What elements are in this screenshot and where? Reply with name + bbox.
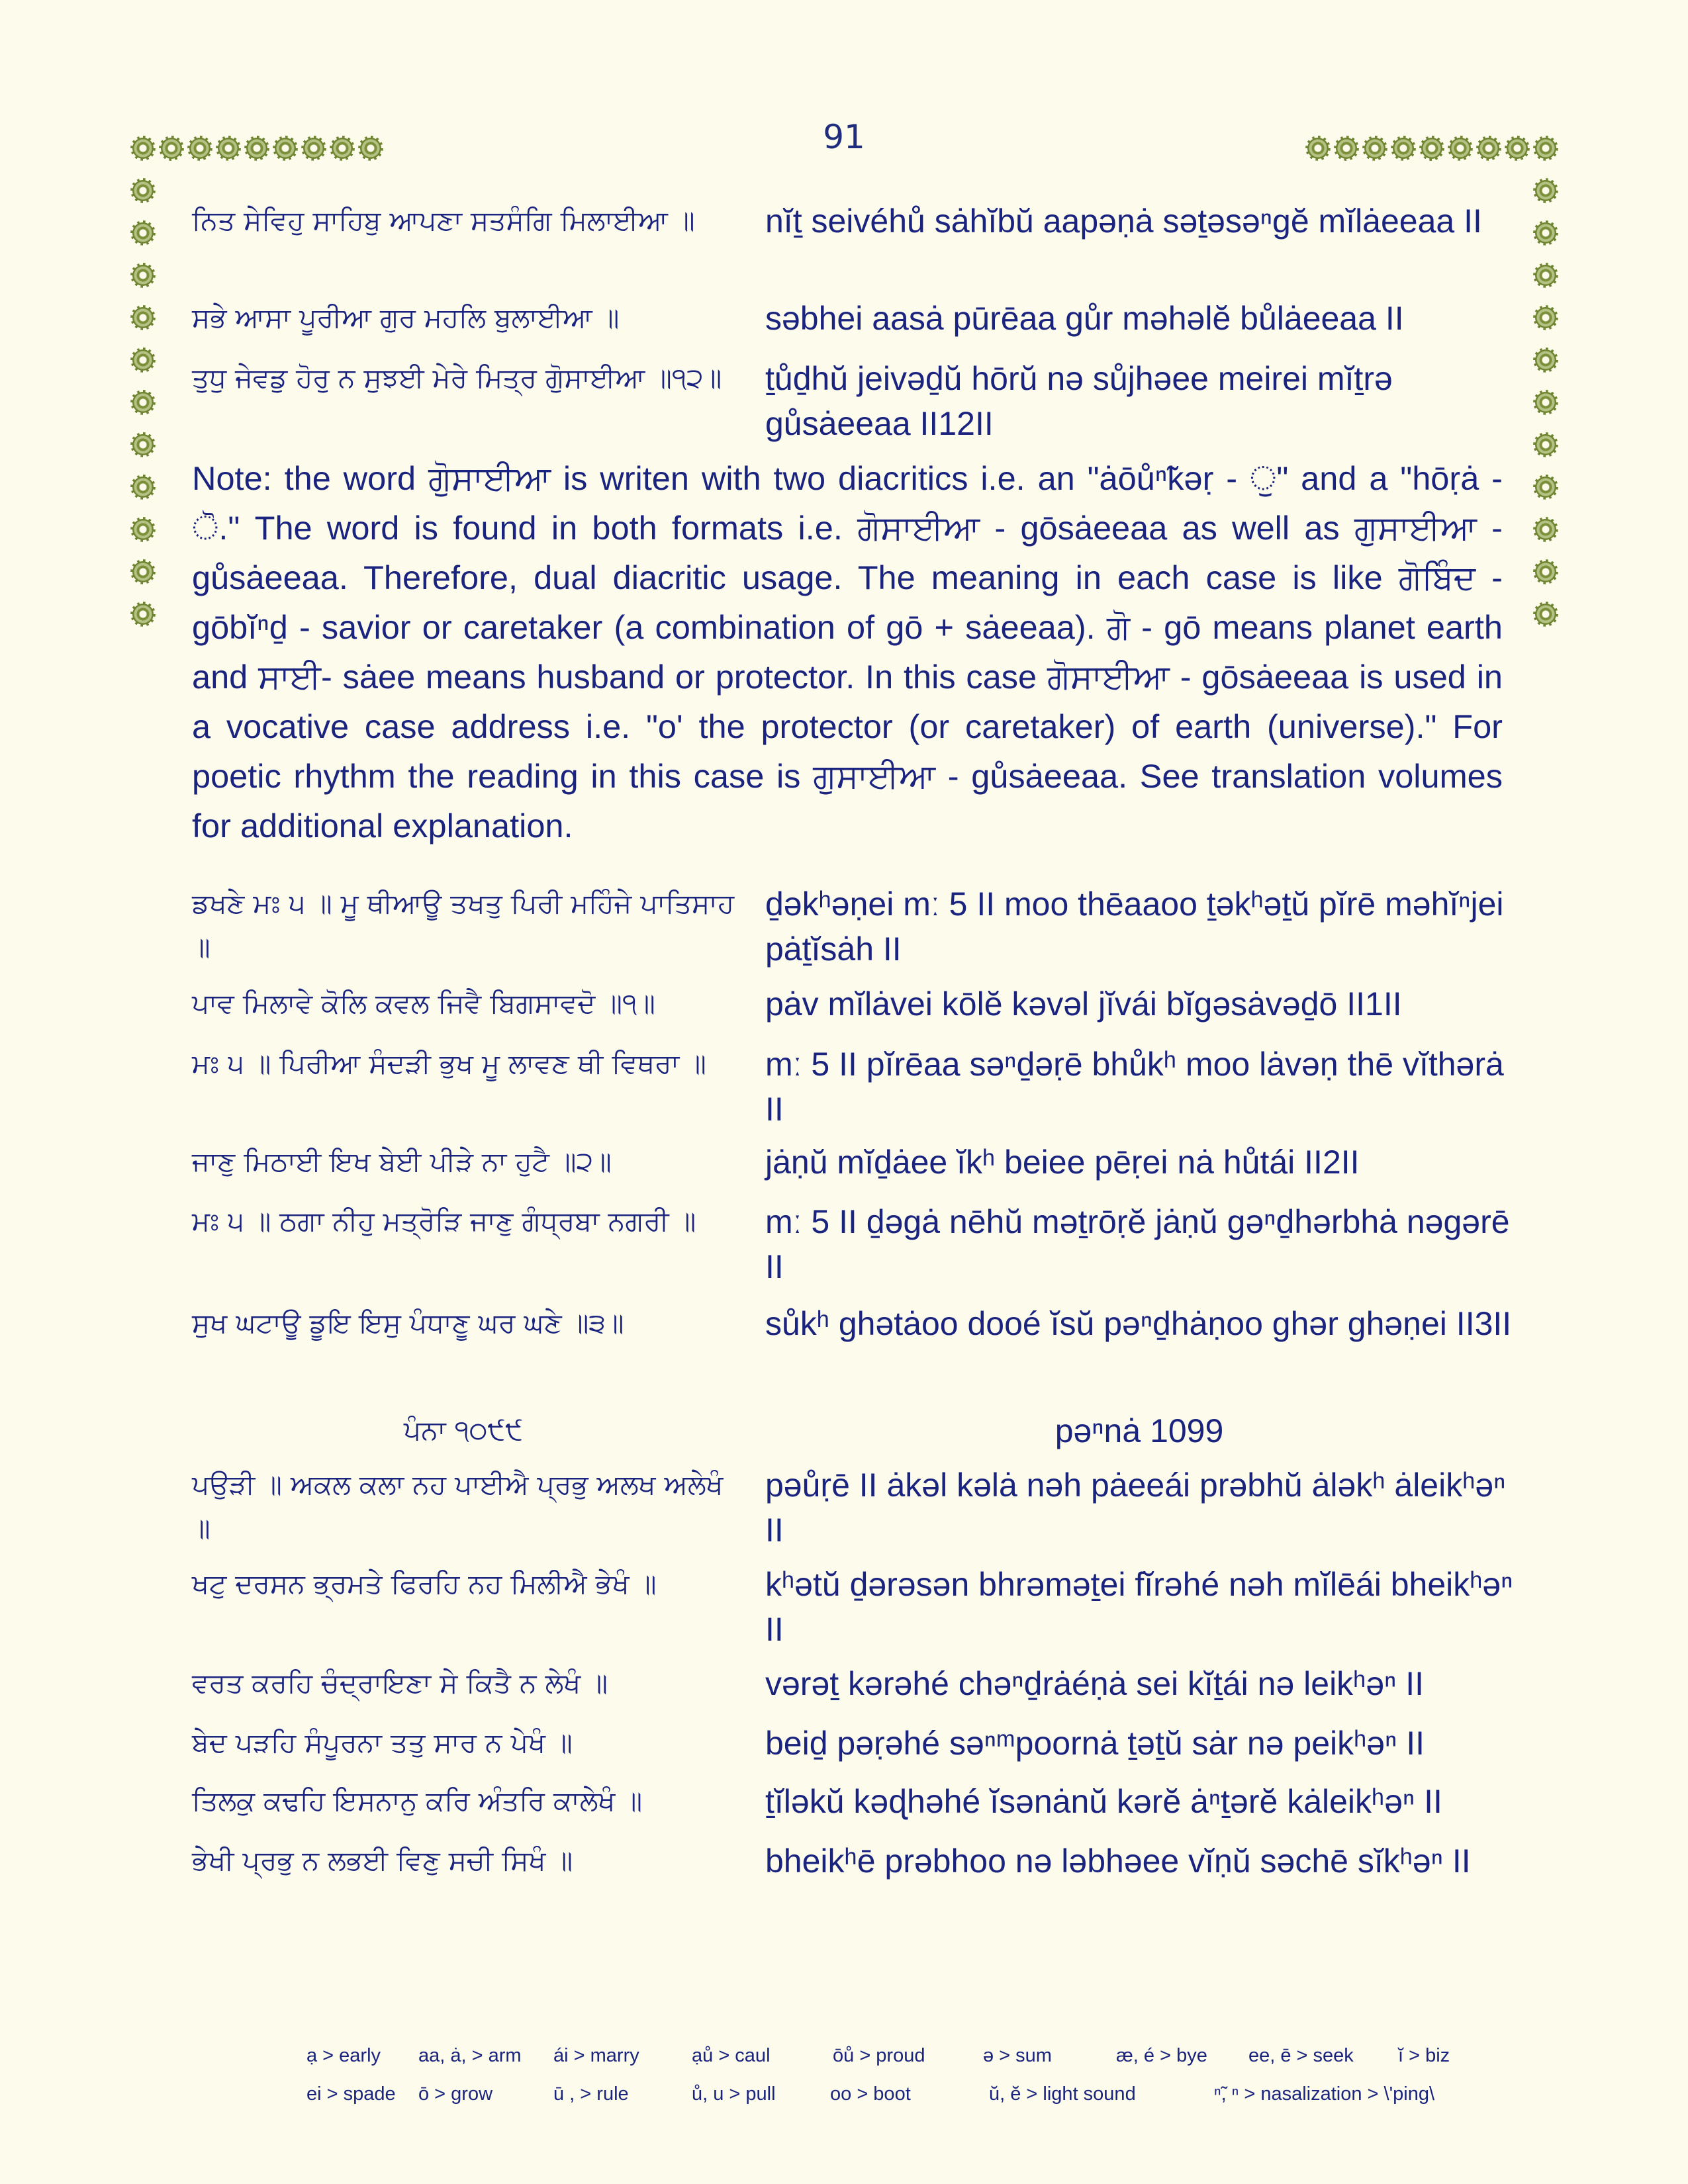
flower-ornament-icon (1393, 138, 1414, 159)
flower-ornament-icon (1336, 138, 1357, 159)
legend-item: æ, é > bye (1116, 2045, 1207, 2066)
flower-ornament-icon (360, 138, 381, 159)
transliteration-text: jȧṇŭ mĭḏȧee ĭkʰ beiee pēṛei nȧ hůtái II2II (765, 1144, 1360, 1181)
legend-item: ů, u > pull (692, 2083, 776, 2105)
flower-ornament-icon (1364, 138, 1385, 159)
transliteration-text: mː 5 II ḏəgȧ nēhŭ məṯrōṛĕ jȧṇŭ gəⁿḏhərbhȧ nəgərē II (765, 1203, 1510, 1285)
gurmukhi-page-label: ਪੰਨਾ ੧੦੯੯ (403, 1414, 524, 1446)
flower-ornament-icon (132, 349, 154, 371)
gurmukhi-text: ਭੇਖੀ ਪ੍ਰਭੁ ਨ ਲਭਈ ਵਿਣੁ ਸਚੀ ਸਿਖੰ ॥ (192, 1844, 573, 1876)
flower-ornament-icon (275, 138, 296, 159)
transliteration-text: səbhei aasȧ pūrēaa gůr məhəlĕ bůlȧeeaa II (765, 300, 1404, 337)
flower-ornament-icon (132, 265, 154, 286)
gurmukhi-text: ਨਿਤ ਸੇਵਿਹੁ ਸਾਹਿਬੁ ਆਪਣਾ ਸਤਸੰਗਿ ਮਿਲਾਈਆ ॥ (192, 205, 695, 236)
gurmukhi-text: ਤਿਲਕੁ ਕਢਹਿ ਇਸਨਾਨੁ ਕਰਿ ਅੰਤਰਿ ਕਾਲੇਖੰ ॥ (192, 1785, 643, 1817)
flower-ornament-icon (132, 519, 154, 540)
flower-ornament-icon (132, 138, 154, 159)
flower-ornament-icon (1535, 434, 1556, 455)
flower-ornament-icon (1478, 138, 1499, 159)
flower-ornament-icon (1535, 604, 1556, 625)
gurmukhi-text: ਪਉੜੀ ॥ ਅਕਲ ਕਲਾ ਨਹ ਪਾਈਐ ਪ੍ਰਭੁ ਅਲਖ ਅਲੇਖੰ ॥ (192, 1469, 724, 1544)
flower-ornament-icon (1535, 180, 1556, 201)
flower-ornament-icon (132, 392, 154, 413)
legend-item: ōů > proud (833, 2045, 925, 2066)
flower-ornament-icon (132, 604, 154, 625)
gurmukhi-text: ਖਟੁ ਦਰਸਨ ਭ੍ਰਮਤੇ ਫਿਰਹਿ ਨਹ ਮਿਲੀਐ ਭੇਖੰ ॥ (192, 1568, 657, 1600)
legend-item: ạů > caul (692, 2045, 771, 2066)
flower-ornament-icon (1535, 222, 1556, 244)
flower-ornament-icon (1535, 138, 1556, 159)
transliteration-text: pəůṛē II ȧkəl kəlȧ nəh pȧeeái prəbhŭ ȧləkʰ ȧleikʰəⁿ II (765, 1467, 1506, 1549)
transliteration-text: vərəṯ kərəhé chəⁿḏrȧéṇȧ sei kĭṯái nə leikʰəⁿ II (765, 1665, 1425, 1702)
legend-item: ạ > early (306, 2045, 381, 2066)
transliteration-text: sůkʰ ghətȧoo dooé ĭsŭ pəⁿḏhȧṇoo ghər ghəṇei II3II (765, 1305, 1512, 1342)
flower-ornament-icon (332, 138, 353, 159)
transliteration-text: nĭṯ seivéhů sȧhĭbŭ aapəṇȧ səṯəsəⁿgĕ mĭlȧeeaa II (765, 203, 1482, 240)
transliteration-text: kʰətŭ ḏərəsən bhrəməṯei fĭrəhé nəh mĭlēái bheikʰəⁿ II (765, 1566, 1513, 1648)
flower-ornament-icon (1421, 138, 1442, 159)
legend-item: ū , > rule (553, 2083, 629, 2105)
transliteration-text: ṯĭləkŭ kəɖhəhé ĭsənȧnŭ kərĕ ȧⁿṯərĕ kȧleikʰəⁿ II (765, 1783, 1442, 1820)
flower-ornament-icon (189, 138, 211, 159)
legend-item: ⁿ̃, ⁿ > nasalization > \'ping\ (1214, 2083, 1435, 2105)
gurmukhi-text: ਮਃ ੫ ॥ ਠਗਾ ਨੀਹੁ ਮਤ੍ਰੋੜਿ ਜਾਣੁ ਗੰਧ੍ਰਬਾ ਨਗਰੀ ॥ (192, 1205, 696, 1237)
flower-ornament-icon (1507, 138, 1528, 159)
explanatory-note: Note: the word ਗੋੁਸਾਈਆ is writen with two diacritics i.e. an "ȧōůⁿ̃kəṛ - ੁ" and a "hōṛȧ - ੋ." The word is found in both formats i.e. ਗੋਸਾਈਆ - gōsȧeeaa as well as ਗੁਸਾਈਆ - gůsȧeeaa. Therefore, dual diacritic usage. The meaning in each case is like ਗੋਬਿੰਦ - gōbĭⁿḏ - savior or caretaker (a combination of gō + sȧeeaa). ਗੋ - gō means planet earth and ਸਾਈ- sȧee means husband or protector. In this case ਗੋਸਾਈਆ - gōsȧeeaa is used in a vocative case address i.e. "o' the protector (or caretaker) of earth (universe)." For poetic rhythm the reading in this case is ਗੁਸਾਈਆ - gůsȧeeaa. See translation volumes for additional explanation. (192, 459, 1503, 844)
flower-ornament-icon (1535, 349, 1556, 371)
gurmukhi-text: ਜਾਣੁ ਮਿਠਾਈ ਇਖ ਬੇਈ ਪੀੜੇ ਨਾ ਹੁਟੈ ॥੨॥ (192, 1146, 612, 1177)
transliteration-text: bheikʰē prəbhoo nə ləbhəee vĭṇŭ səchē sĭkʰəⁿ II (765, 1843, 1471, 1880)
flower-ornament-icon (132, 307, 154, 328)
flower-ornament-icon (1535, 307, 1556, 328)
legend-item: oo > boot (830, 2083, 911, 2105)
gurmukhi-text: ਪਾਵ ਮਿਲਾਵੇ ਕੋਲਿ ਕਵਲ ਜਿਵੈ ਬਿਗਸਾਵਦੋ ॥੧॥ (192, 987, 655, 1019)
flower-ornament-icon (1450, 138, 1471, 159)
gurmukhi-text: ਮਃ ੫ ॥ ਪਿਰੀਆ ਸੰਦੜੀ ਭੁਖ ਮੂ ਲਾਵਣ ਥੀ ਵਿਥਰਾ ॥ (192, 1048, 706, 1079)
gurmukhi-text: ਸਭੇ ਆਸਾ ਪੂਰੀਆ ਗੁਰ ਮਹਲਿ ਬੁਲਾਈਆ ॥ (192, 302, 620, 334)
flower-ornament-icon (132, 180, 154, 201)
gurmukhi-text: ਵਰਤ ਕਰਹਿ ਚੰਦ੍ਰਾਇਣਾ ਸੇ ਕਿਤੈ ਨ ਲੇਖੰ ॥ (192, 1667, 608, 1699)
transliteration-text: beiḏ pəṛəhé səⁿᵐpoornȧ ṯəṯŭ sȧr nə peikʰəⁿ II (765, 1725, 1425, 1762)
legend-item: aa, ȧ, > arm (418, 2045, 522, 2066)
transliteration-page-label: pəⁿnȧ 1099 (1055, 1412, 1224, 1449)
legend-item: ĭ > biz (1398, 2045, 1450, 2066)
flower-ornament-icon (132, 561, 154, 582)
legend-item: ái > marry (553, 2045, 639, 2066)
flower-ornament-icon (1535, 561, 1556, 582)
legend-item: ŭ, ĕ > light sound (989, 2083, 1136, 2105)
flower-ornament-icon (1535, 265, 1556, 286)
flower-ornament-icon (1307, 138, 1329, 159)
flower-ornament-icon (132, 222, 154, 244)
page-number: 91 (823, 118, 865, 156)
flower-ornament-icon (303, 138, 324, 159)
gurmukhi-text: ਡਖਣੇ ਮਃ ੫ ॥ ਮੂ ਥੀਆਊ ਤਖਤੁ ਪਿਰੀ ਮਹਿੰਜੇ ਪਾਤਿਸਾਹ ॥ (192, 887, 735, 963)
transliteration-text: mː 5 II pĭrēaa səⁿḏəṛē bhůkʰ moo lȧvəṇ thē vĭthərȧ II (765, 1046, 1504, 1128)
flower-ornament-icon (1535, 392, 1556, 413)
legend-item: ə > sum (983, 2045, 1052, 2066)
gurmukhi-text: ਬੇਦ ਪੜਹਿ ਸੰਪੂਰਨਾ ਤਤੁ ਸਾਰ ਨ ਪੇਖੰ ॥ (192, 1727, 573, 1758)
gurmukhi-text: ਤੁਧੁ ਜੇਵਡੁ ਹੋਰੁ ਨ ਸੁਝਈ ਮੇਰੇ ਮਿਤ੍ਰ ਗੋੁਸਾਈਆ ॥੧੨॥ (192, 362, 722, 394)
legend-item: ei > spade (306, 2083, 396, 2105)
flower-ornament-icon (161, 138, 182, 159)
flower-ornament-icon (132, 477, 154, 498)
flower-ornament-icon (132, 434, 154, 455)
transliteration-text: ṯůḏhŭ jeivəḏŭ hōrŭ nə sůjhəee meirei mĭṯrə gůsȧeeaa II12II (765, 360, 1393, 442)
flower-ornament-icon (246, 138, 267, 159)
legend-item: ō > grow (418, 2083, 493, 2105)
flower-ornament-icon (1535, 477, 1556, 498)
transliteration-text: pȧv mĭlȧvei kōlĕ kəvəl jĭvái bĭgəsȧvəḏō II1II (765, 985, 1402, 1023)
gurmukhi-text: ਸੁਖ ਘਟਾਊ ਡੂਇ ਇਸੁ ਪੰਧਾਣੂ ਘਰ ਘਣੇ ॥੩॥ (192, 1307, 624, 1339)
transliteration-text: ḏəkʰəṇei mː 5 II moo thēaaoo ṯəkʰəṯŭ pĭrē məhĭⁿjei pȧṯĭsȧh II (765, 886, 1504, 968)
flower-ornament-icon (218, 138, 239, 159)
flower-ornament-icon (1535, 519, 1556, 540)
legend-item: ee, ē > seek (1248, 2045, 1354, 2066)
